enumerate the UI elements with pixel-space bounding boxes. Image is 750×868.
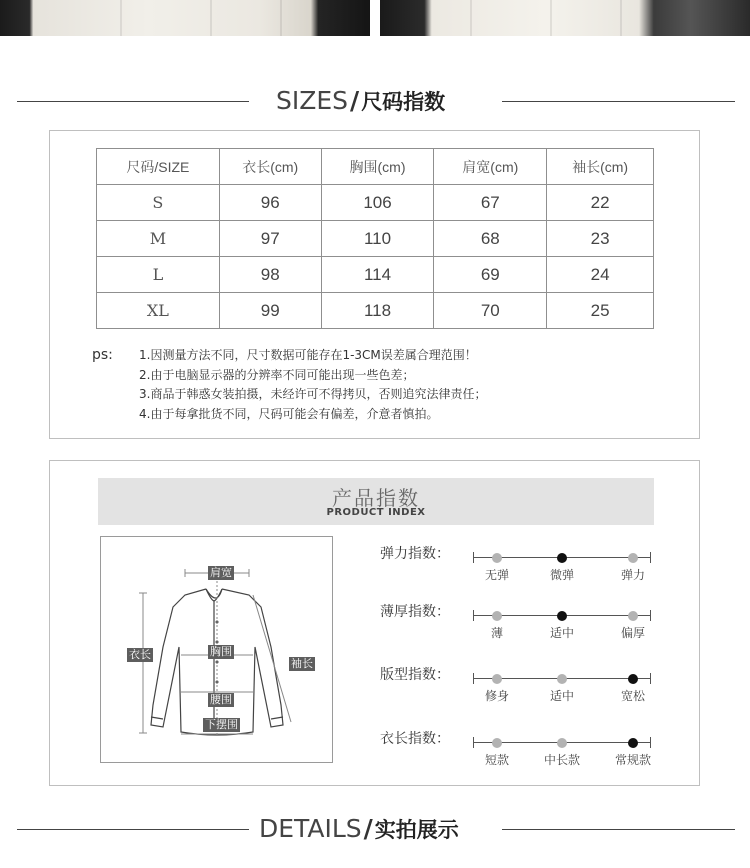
label-length: 衣长 bbox=[129, 648, 151, 661]
table-row bbox=[97, 257, 654, 293]
size-table-header-row bbox=[97, 149, 654, 185]
table-cell: 67 bbox=[434, 185, 547, 221]
table-cell: 22 bbox=[547, 185, 654, 221]
scale-dot bbox=[557, 674, 567, 684]
scale-dot bbox=[492, 738, 502, 748]
index-option: 修身 bbox=[484, 689, 510, 703]
note-item: 1.因测量方法不同，尺寸数据可能存在1-3CM误差属合理范围！ bbox=[139, 348, 477, 362]
table-cell: 110 bbox=[321, 221, 434, 257]
length-index-row bbox=[380, 728, 700, 768]
details-title-cn: 实拍展示 bbox=[374, 818, 459, 842]
index-scale bbox=[473, 552, 651, 564]
label-sleeve: 袖长 bbox=[291, 657, 313, 670]
measurement-diagram bbox=[100, 536, 333, 763]
scale-dot bbox=[628, 553, 638, 563]
col-header-length: 衣长(cm) bbox=[219, 149, 321, 185]
table-cell: 23 bbox=[547, 221, 654, 257]
note-item: 4.由于每拿批货不同，尺码可能会有偏差，介意者慎拍。 bbox=[139, 406, 439, 421]
index-scale bbox=[473, 610, 651, 622]
product-index-banner bbox=[98, 478, 654, 525]
table-cell: 106 bbox=[321, 185, 434, 221]
index-option: 无弹 bbox=[484, 568, 510, 582]
sizes-title-en: SIZES bbox=[276, 86, 349, 115]
index-option: 弹力 bbox=[620, 568, 646, 582]
size-cell: L bbox=[97, 257, 220, 293]
table-cell: 97 bbox=[219, 221, 321, 257]
index-label: 弹力指数： bbox=[380, 546, 450, 562]
table-cell: 96 bbox=[219, 185, 321, 221]
table-row bbox=[97, 293, 654, 329]
label-waist: 腰围 bbox=[210, 693, 232, 706]
index-option: 宽松 bbox=[620, 689, 646, 703]
index-option: 适中 bbox=[549, 626, 575, 640]
scale-dot bbox=[492, 611, 502, 621]
index-option: 偏厚 bbox=[620, 626, 646, 640]
note-item: 2.由于电脑显示器的分辨率不同可能出现一些色差； bbox=[139, 367, 415, 382]
col-header-sleeve: 袖长(cm) bbox=[547, 149, 654, 185]
details-title-sep: / bbox=[363, 814, 373, 843]
table-cell: 99 bbox=[219, 293, 321, 329]
sizes-title-cn: 尺码指数 bbox=[361, 90, 446, 114]
fit-index-row bbox=[380, 664, 700, 704]
scale-dot bbox=[492, 553, 502, 563]
scale-dot-selected bbox=[557, 611, 567, 621]
scale-dot-selected bbox=[628, 738, 638, 748]
index-option: 常规款 bbox=[614, 753, 652, 767]
size-chart-panel bbox=[49, 130, 700, 439]
table-cell: 68 bbox=[434, 221, 547, 257]
product-index-title-en: PRODUCT INDEX bbox=[326, 507, 426, 518]
index-scale bbox=[473, 673, 651, 685]
label-hem: 下摆围 bbox=[205, 718, 238, 731]
details-title bbox=[259, 814, 459, 844]
scale-dot bbox=[557, 738, 567, 748]
details-title-en: DETAILS bbox=[259, 814, 362, 843]
index-option: 微弹 bbox=[549, 568, 575, 582]
table-cell: 70 bbox=[434, 293, 547, 329]
index-label: 薄厚指数： bbox=[380, 604, 450, 620]
thickness-index-row bbox=[380, 601, 700, 641]
table-cell: 24 bbox=[547, 257, 654, 293]
col-header-shoulder: 肩宽(cm) bbox=[434, 149, 547, 185]
index-label: 衣长指数： bbox=[380, 731, 450, 747]
size-cell: M bbox=[97, 221, 220, 257]
table-cell: 25 bbox=[547, 293, 654, 329]
label-shoulder: 肩宽 bbox=[210, 566, 232, 579]
top-photo-strip bbox=[0, 0, 750, 36]
table-cell: 98 bbox=[219, 257, 321, 293]
elasticity-index-row bbox=[380, 543, 700, 583]
table-row bbox=[97, 185, 654, 221]
col-header-chest: 胸围(cm) bbox=[321, 149, 434, 185]
size-cell: S bbox=[97, 185, 220, 221]
col-header-size: 尺码/SIZE bbox=[97, 149, 220, 185]
product-index-title-cn: 产品指数 bbox=[332, 486, 420, 510]
product-photo-right bbox=[380, 0, 750, 36]
size-table bbox=[96, 148, 654, 329]
index-option: 适中 bbox=[549, 689, 575, 703]
notes-list bbox=[139, 346, 486, 424]
index-label: 版型指数： bbox=[380, 667, 450, 683]
sizes-title bbox=[276, 86, 445, 116]
product-photo-left bbox=[0, 0, 370, 36]
product-index-panel bbox=[49, 460, 700, 786]
index-option: 短款 bbox=[484, 753, 510, 767]
scale-dot bbox=[628, 611, 638, 621]
label-chest: 胸围 bbox=[210, 645, 232, 658]
scale-dot-selected bbox=[628, 674, 638, 684]
index-scale bbox=[473, 737, 651, 749]
size-cell: XL bbox=[97, 293, 220, 329]
table-cell: 114 bbox=[321, 257, 434, 293]
index-option: 薄 bbox=[490, 626, 504, 640]
index-option: 中长款 bbox=[543, 753, 581, 767]
table-cell: 118 bbox=[321, 293, 434, 329]
scale-dot-selected bbox=[557, 553, 567, 563]
sizes-title-sep: / bbox=[350, 86, 360, 115]
note-item: 3.商品于韩惑女装拍摄，未经许可不得拷贝，否则追究法律责任； bbox=[139, 387, 487, 401]
details-section-header bbox=[0, 810, 750, 850]
sizes-section-header bbox=[0, 82, 750, 122]
table-row bbox=[97, 221, 654, 257]
notes-prefix: ps: bbox=[92, 347, 113, 363]
table-cell: 69 bbox=[434, 257, 547, 293]
scale-dot bbox=[492, 674, 502, 684]
